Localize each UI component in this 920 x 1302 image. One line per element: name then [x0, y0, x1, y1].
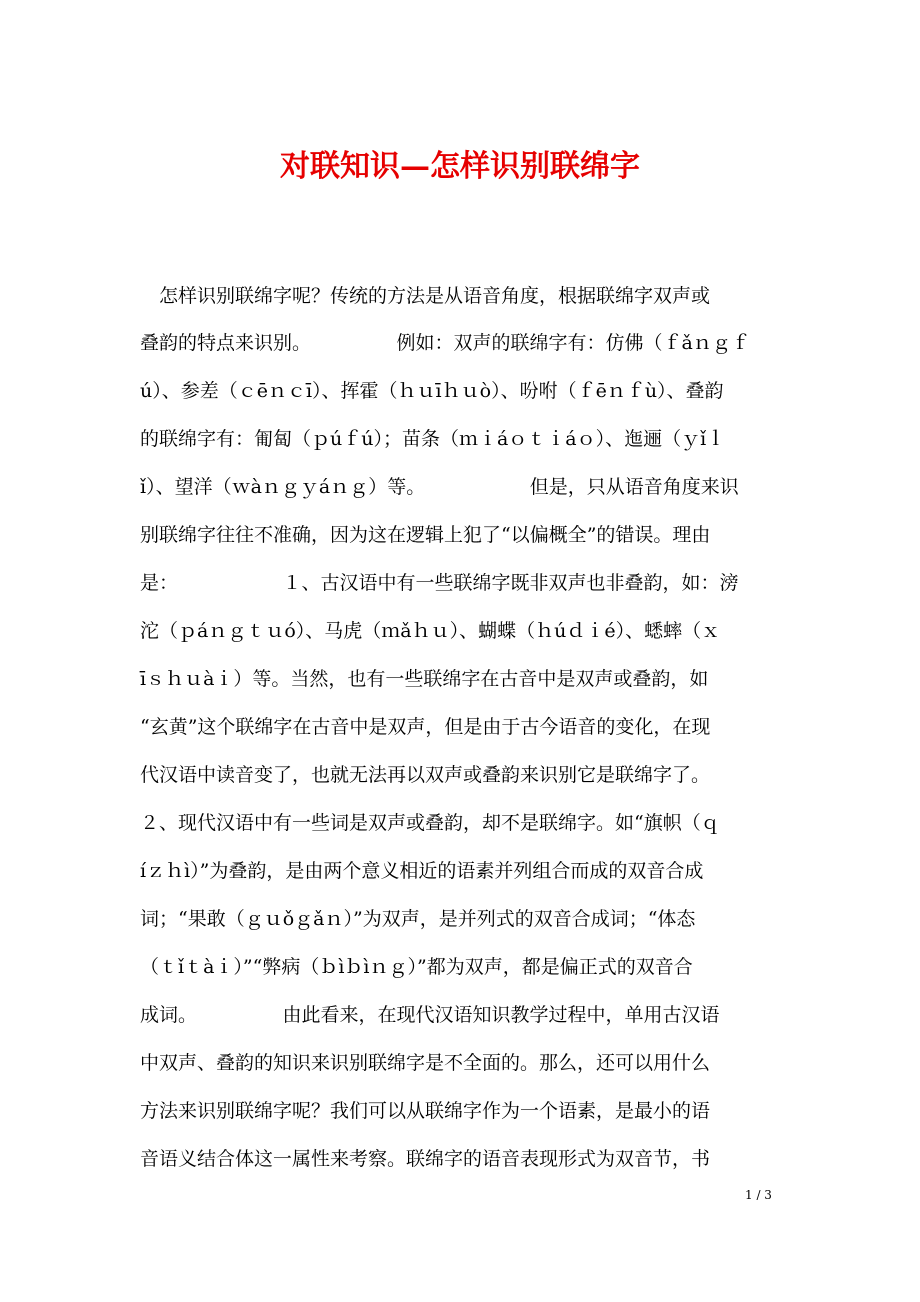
- text-line: 代汉语中读音变了，也就无法再以双声或叠韵来识别它是联绵字了。: [140, 764, 711, 786]
- text-line: 成词。 由此看来，在现代汉语知识教学过程中，单用古汉语: [140, 1004, 720, 1026]
- text-line: ２、现代汉语中有一些词是双声或叠韵，却不是联绵字。如“旗帜（ｑ: [140, 812, 720, 834]
- page-number: 1 / 3: [745, 1188, 772, 1202]
- text-line: 词；“果敢（ｇｕǒｇǎｎ）”为双声，是并列式的双音合成词；“体态: [140, 908, 696, 930]
- text-line: 怎样识别联绵字呢？传统的方法是从语音角度，根据联绵字双声或: [140, 285, 711, 307]
- text-line: “玄黄”这个联绵字在古音中是双声，但是由于古今语音的变化，在现: [140, 716, 711, 738]
- document-title: 对联知识—怎样识别联绵字: [280, 149, 640, 184]
- text-line: ú）、参差（ｃēｎｃī）、挥霍（ｈｕīｈｕò）、吩咐（ｆēｎｆù）、叠韵: [140, 380, 724, 402]
- text-line: íｚｈì）”为叠韵，是由两个意义相近的语素并列组合而成的双音合成: [140, 860, 704, 882]
- text-line: 沱（ｐáｎｇｔｕó）、马虎（ｍǎｈｕ）、蝴蝶（ｈúｄｉé）、蟋蟀（ｘ: [140, 620, 721, 642]
- text-line: 音语义结合体这一属性来考察。联绵字的语音表现形式为双音节，书: [140, 1148, 711, 1170]
- text-line: 方法来识别联绵字呢？我们可以从联绵字作为一个语素，是最小的语: [140, 1100, 711, 1122]
- text-line: īｓｈｕàｉ）等。当然，也有一些联绵字在古音中是双声或叠韵，如: [140, 668, 709, 690]
- text-line: 叠韵的特点来识别。 例如：双声的联绵字有：仿佛（ｆǎｎｇｆ: [140, 332, 750, 354]
- text-line: ǐ）、望洋（ｗàｎｇｙáｎｇ）等。 但是，只从语音角度来识: [140, 476, 739, 498]
- text-line: 别联绵字往往不准确，因为这在逻辑上犯了“以偏概全”的错误。理由: [140, 524, 711, 546]
- text-line: 是： １、古汉语中有一些联绵字既非双声也非叠韵，如：滂: [140, 572, 739, 594]
- text-line: 中双声、叠韵的知识来识别联绵字是不全面的。那么，还可以用什么: [140, 1052, 711, 1074]
- text-line: 的联绵字有：匍匐（ｐúｆú）；苗条（ｍｉáｏｔｉáｏ）、迤逦（ｙǐｌ: [140, 428, 726, 450]
- text-line: （ｔǐｔàｉ）”“弊病（ｂìｂìｎｇ）”都为双声，都是偏正式的双音合: [140, 956, 693, 978]
